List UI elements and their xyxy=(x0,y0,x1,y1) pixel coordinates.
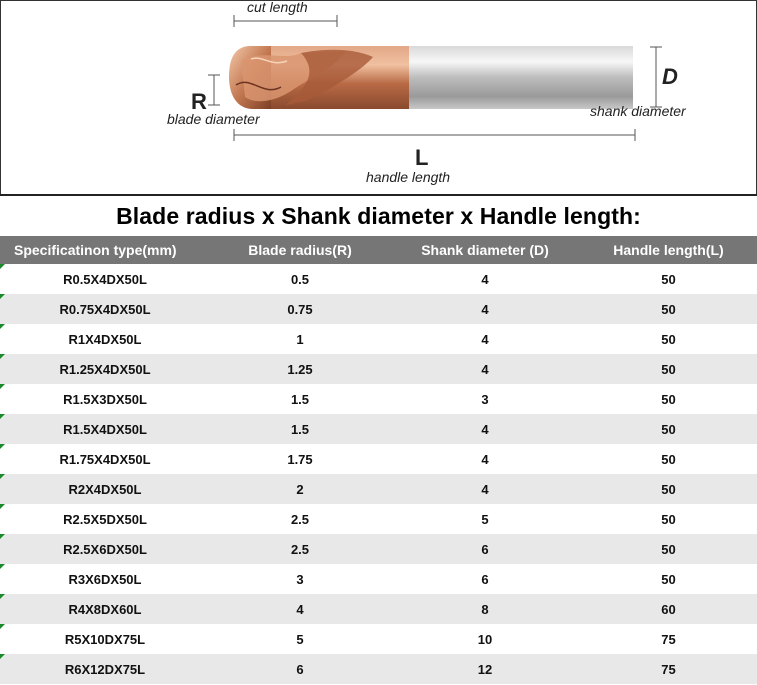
cell-spec-type: R2.5X6DX50L xyxy=(63,541,147,557)
cell-blade-radius: 5 xyxy=(296,631,304,647)
cell-handle-length: 60 xyxy=(661,601,676,617)
cell-blade-radius: 2.5 xyxy=(290,541,310,557)
header-spec-type: Specificatinon type(mm) xyxy=(14,242,177,258)
cell-spec-type: R5X10DX75L xyxy=(64,631,146,647)
cell-handle-length: 75 xyxy=(661,631,676,647)
cell-shank-diameter: 3 xyxy=(481,391,489,407)
spec-table xyxy=(0,236,757,684)
cell-shank-diameter: 6 xyxy=(481,571,489,587)
cell-handle-length: 50 xyxy=(661,451,676,467)
table-row xyxy=(0,564,757,594)
cell-handle-length: 50 xyxy=(661,391,676,407)
cell-blade-radius: 1 xyxy=(296,331,304,347)
cell-blade-radius: 0.5 xyxy=(290,271,310,287)
table-body xyxy=(0,264,757,684)
cell-spec-type: R1.5X3DX50L xyxy=(63,391,147,407)
handle-length-label: handle length xyxy=(366,169,451,185)
cell-blade-radius: 6 xyxy=(296,661,304,677)
cell-blade-radius: 0.75 xyxy=(287,301,313,317)
cell-handle-length: 50 xyxy=(661,301,676,317)
cell-shank-diameter: 8 xyxy=(481,601,489,617)
cell-handle-length: 50 xyxy=(661,511,676,527)
table-header-row xyxy=(0,236,757,264)
cell-handle-length: 50 xyxy=(661,481,676,497)
cell-handle-length: 50 xyxy=(661,271,676,287)
table-row xyxy=(0,624,757,654)
cell-handle-length: 75 xyxy=(661,661,676,677)
table-row xyxy=(0,294,757,324)
cell-shank-diameter: 4 xyxy=(481,331,489,347)
cell-spec-type: R4X8DX60L xyxy=(68,601,142,617)
cell-shank-diameter: 6 xyxy=(481,541,489,557)
table-row xyxy=(0,534,757,564)
shank-diameter-label: shank diameter xyxy=(590,103,686,119)
cell-spec-type: R6X12DX75L xyxy=(64,661,146,677)
cell-shank-diameter: 4 xyxy=(481,301,489,317)
cell-shank-diameter: 12 xyxy=(477,661,493,677)
cell-shank-diameter: 5 xyxy=(481,511,489,527)
cell-spec-type: R3X6DX50L xyxy=(68,571,142,587)
cell-blade-radius: 4 xyxy=(296,601,304,617)
cell-spec-type: R1.25X4DX50L xyxy=(59,361,151,377)
cell-handle-length: 50 xyxy=(661,331,676,347)
header-handle-length: Handle length(L) xyxy=(613,242,724,258)
cell-blade-radius: 3 xyxy=(296,571,304,587)
table-row xyxy=(0,504,757,534)
cell-blade-radius: 1.75 xyxy=(287,451,313,467)
table-row xyxy=(0,264,757,294)
table-heading: Blade radius x Shank diameter x Handle length: xyxy=(0,194,757,236)
cell-shank-diameter: 10 xyxy=(477,631,493,647)
table-row xyxy=(0,324,757,354)
cell-shank-diameter: 4 xyxy=(481,451,489,467)
cell-shank-diameter: 4 xyxy=(481,421,489,437)
table-row xyxy=(0,474,757,504)
table-row xyxy=(0,654,757,684)
cell-spec-type: R1.5X4DX50L xyxy=(63,421,147,437)
table-row xyxy=(0,384,757,414)
tool-shank xyxy=(406,46,633,109)
cell-spec-type: R2X4DX50L xyxy=(68,481,142,497)
cell-spec-type: R1.75X4DX50L xyxy=(59,451,151,467)
cell-spec-type: R2.5X5DX50L xyxy=(63,511,147,527)
header-shank-diameter: Shank diameter (D) xyxy=(421,242,549,258)
table-row xyxy=(0,414,757,444)
r-label: R xyxy=(191,89,207,114)
cell-handle-length: 50 xyxy=(661,541,676,557)
table-row xyxy=(0,444,757,474)
table-row xyxy=(0,354,757,384)
cell-blade-radius: 2 xyxy=(296,481,304,497)
cell-blade-radius: 1.5 xyxy=(290,391,310,407)
l-label: L xyxy=(415,145,429,170)
cell-handle-length: 50 xyxy=(661,361,676,377)
cell-spec-type: R0.5X4DX50L xyxy=(63,271,147,287)
cell-handle-length: 50 xyxy=(661,571,676,587)
cell-blade-radius: 2.5 xyxy=(290,511,310,527)
d-label: D xyxy=(662,64,678,89)
cell-spec-type: R1X4DX50L xyxy=(68,331,142,347)
cell-shank-diameter: 4 xyxy=(481,271,489,287)
cell-shank-diameter: 4 xyxy=(481,481,489,497)
cell-spec-type: R0.75X4DX50L xyxy=(59,301,151,317)
cell-blade-radius: 1.5 xyxy=(290,421,310,437)
cut-length-label: cut length xyxy=(247,0,308,15)
blade-diameter-label: blade diameter xyxy=(167,111,260,127)
table-row xyxy=(0,594,757,624)
header-blade-radius: Blade radius(R) xyxy=(248,242,352,258)
end-mill-diagram xyxy=(0,0,757,194)
cell-shank-diameter: 4 xyxy=(481,361,489,377)
cell-handle-length: 50 xyxy=(661,421,676,437)
end-mill-illustration xyxy=(1,1,756,194)
cell-blade-radius: 1.25 xyxy=(287,361,313,377)
